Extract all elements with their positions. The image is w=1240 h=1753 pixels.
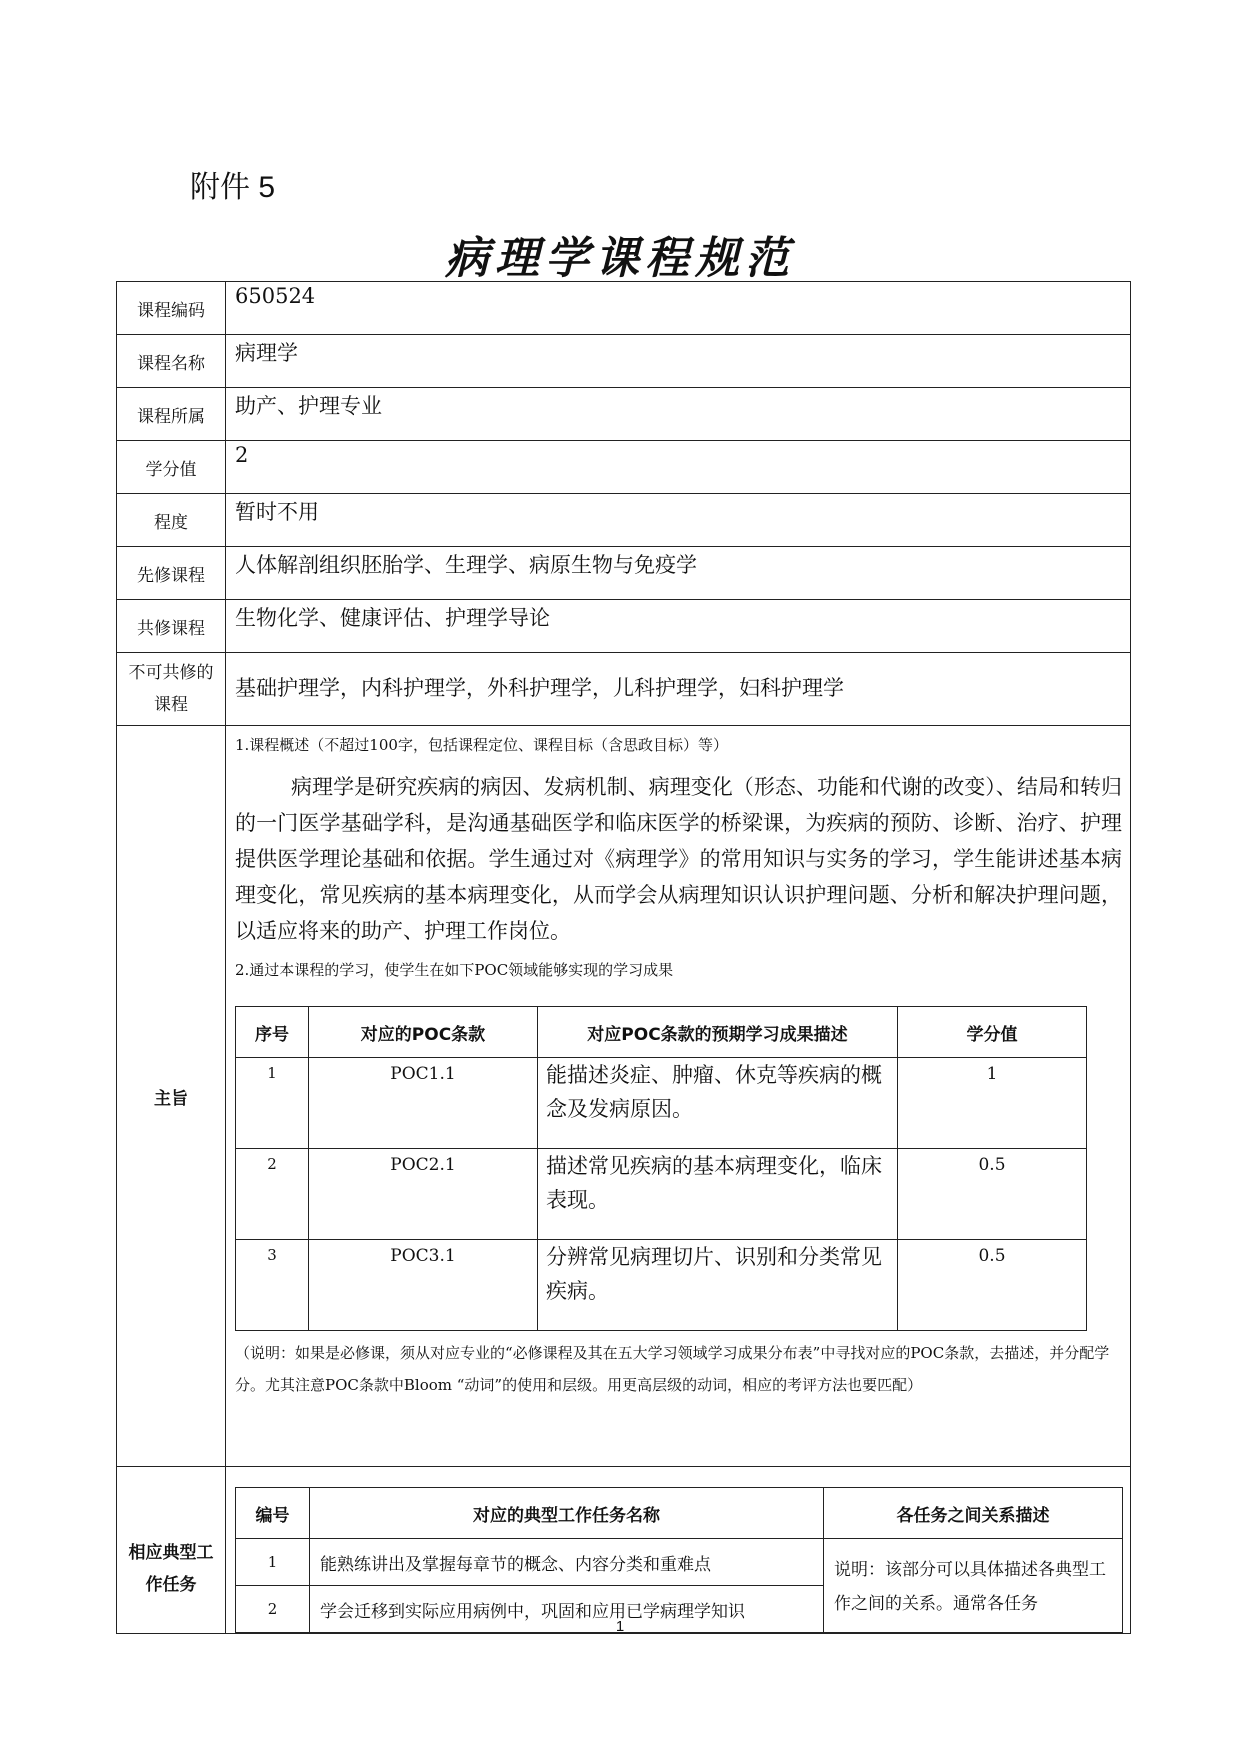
- field-value: 生物化学、健康评估、护理学导论: [226, 600, 1131, 653]
- poc-header: 学分值: [898, 1007, 1087, 1058]
- poc-header: 序号: [236, 1007, 309, 1058]
- field-value: 基础护理学，内科护理学，外科护理学，儿科护理学，妇科护理学: [226, 653, 1131, 726]
- poc-clause: POC2.1: [309, 1149, 538, 1240]
- course-spec-table: [116, 281, 1131, 1634]
- poc-credit: 0.5: [898, 1149, 1087, 1240]
- field-label: 课程名称: [117, 335, 226, 388]
- field-row: [117, 547, 1131, 600]
- field-row: [117, 600, 1131, 653]
- field-row: [117, 653, 1131, 726]
- poc-header: 对应的POC条款: [309, 1007, 538, 1058]
- poc-row: [236, 1149, 1087, 1240]
- poc-clause: POC1.1: [309, 1058, 538, 1149]
- section1-heading: 1.课程概述（不超过100字，包括课程定位、课程目标（含思政目标）等）: [235, 736, 728, 754]
- field-label: 不可共修的课程: [117, 653, 226, 726]
- task-table: [235, 1487, 1123, 1633]
- poc-description: 描述常见疾病的基本病理变化，临床表现。: [538, 1149, 898, 1240]
- field-label: 课程编码: [117, 282, 226, 335]
- field-label: 程度: [117, 494, 226, 547]
- poc-row: [236, 1240, 1087, 1331]
- poc-header-row: [236, 1007, 1087, 1058]
- field-value: 病理学: [226, 335, 1131, 388]
- poc-no: 2: [236, 1149, 309, 1240]
- section2-heading: 2.通过本课程的学习，使学生在如下POC领域能够实现的学习成果: [235, 961, 674, 979]
- purpose-row: [117, 726, 1131, 1467]
- tasks-label: 相应典型工作任务: [117, 1467, 226, 1634]
- field-row: [117, 494, 1131, 547]
- field-row: [117, 282, 1131, 335]
- field-value: 暂时不用: [226, 494, 1131, 547]
- field-value: 助产、护理专业: [226, 388, 1131, 441]
- poc-table: [235, 1006, 1087, 1331]
- field-value: 2: [226, 441, 1131, 494]
- poc-no: 1: [236, 1058, 309, 1149]
- task-row: [236, 1539, 1123, 1586]
- task-no: 2: [236, 1586, 310, 1633]
- field-label: 先修课程: [117, 547, 226, 600]
- poc-clause: POC3.1: [309, 1240, 538, 1331]
- poc-header: 对应POC条款的预期学习成果描述: [538, 1007, 898, 1058]
- field-value: 人体解剖组织胚胎学、生理学、病原生物与免疫学: [226, 547, 1131, 600]
- document-title: 病理学课程规范: [445, 233, 795, 284]
- task-name: 能熟练讲出及掌握每章节的概念、内容分类和重难点: [310, 1539, 824, 1586]
- poc-description: 分辨常见病理切片、识别和分类常见疾病。: [538, 1240, 898, 1331]
- page-number: 1: [615, 1618, 625, 1635]
- task-header: 各任务之间关系描述: [824, 1488, 1123, 1539]
- task-name: 学会迁移到实际应用病例中，巩固和应用已学病理学知识: [310, 1586, 824, 1633]
- attachment-label: 附件 5: [190, 171, 276, 204]
- poc-description: 能描述炎症、肿瘤、休克等疾病的概念及发病原因。: [538, 1058, 898, 1149]
- task-header: 编号: [236, 1488, 310, 1539]
- task-header: 对应的典型工作任务名称: [310, 1488, 824, 1539]
- poc-credit: 0.5: [898, 1240, 1087, 1331]
- field-label: 课程所属: [117, 388, 226, 441]
- field-row: [117, 335, 1131, 388]
- poc-no: 3: [236, 1240, 309, 1331]
- field-row: [117, 441, 1131, 494]
- purpose-content: [226, 726, 1131, 1467]
- poc-row: [236, 1058, 1087, 1149]
- field-value: 650524: [226, 282, 1131, 335]
- task-no: 1: [236, 1539, 310, 1586]
- task-header-row: [236, 1488, 1123, 1539]
- field-row: [117, 388, 1131, 441]
- field-label: 共修课程: [117, 600, 226, 653]
- poc-credit: 1: [898, 1058, 1087, 1149]
- tasks-content: [226, 1467, 1131, 1634]
- course-overview: 病理学是研究疾病的病因、发病机制、病理变化（形态、功能和代谢的改变）、结局和转归的一门医学基础学科，是沟通基础医学和临床医学的桥梁课，为疾病的预防、诊断、治疗、护理提供医学理论基础和依据。学生通过对《病理学》的常用知识与实务的学习，学生能讲述基本病理变化，常见疾病的基本病理变化，从而学会从病理知识认识护理问题、分析和解决护理问题，以适应将来的助产、护理工作岗位。: [235, 775, 1122, 943]
- field-label: 学分值: [117, 441, 226, 494]
- poc-note: （说明：如果是必修课，须从对应专业的“必修课程及其在五大学习领域学习成果分布表”中寻找对应的POC条款，去描述，并分配学分。尤其注意POC条款中Bloom “动词”的使用和层级。用更高层级的动词，相应的考评方法也要匹配）: [235, 1344, 1110, 1394]
- task-relation: 说明：该部分可以具体描述各典型工作之间的关系。通常各任务: [824, 1539, 1123, 1633]
- tasks-row: [117, 1467, 1131, 1634]
- purpose-label: 主旨: [117, 726, 226, 1467]
